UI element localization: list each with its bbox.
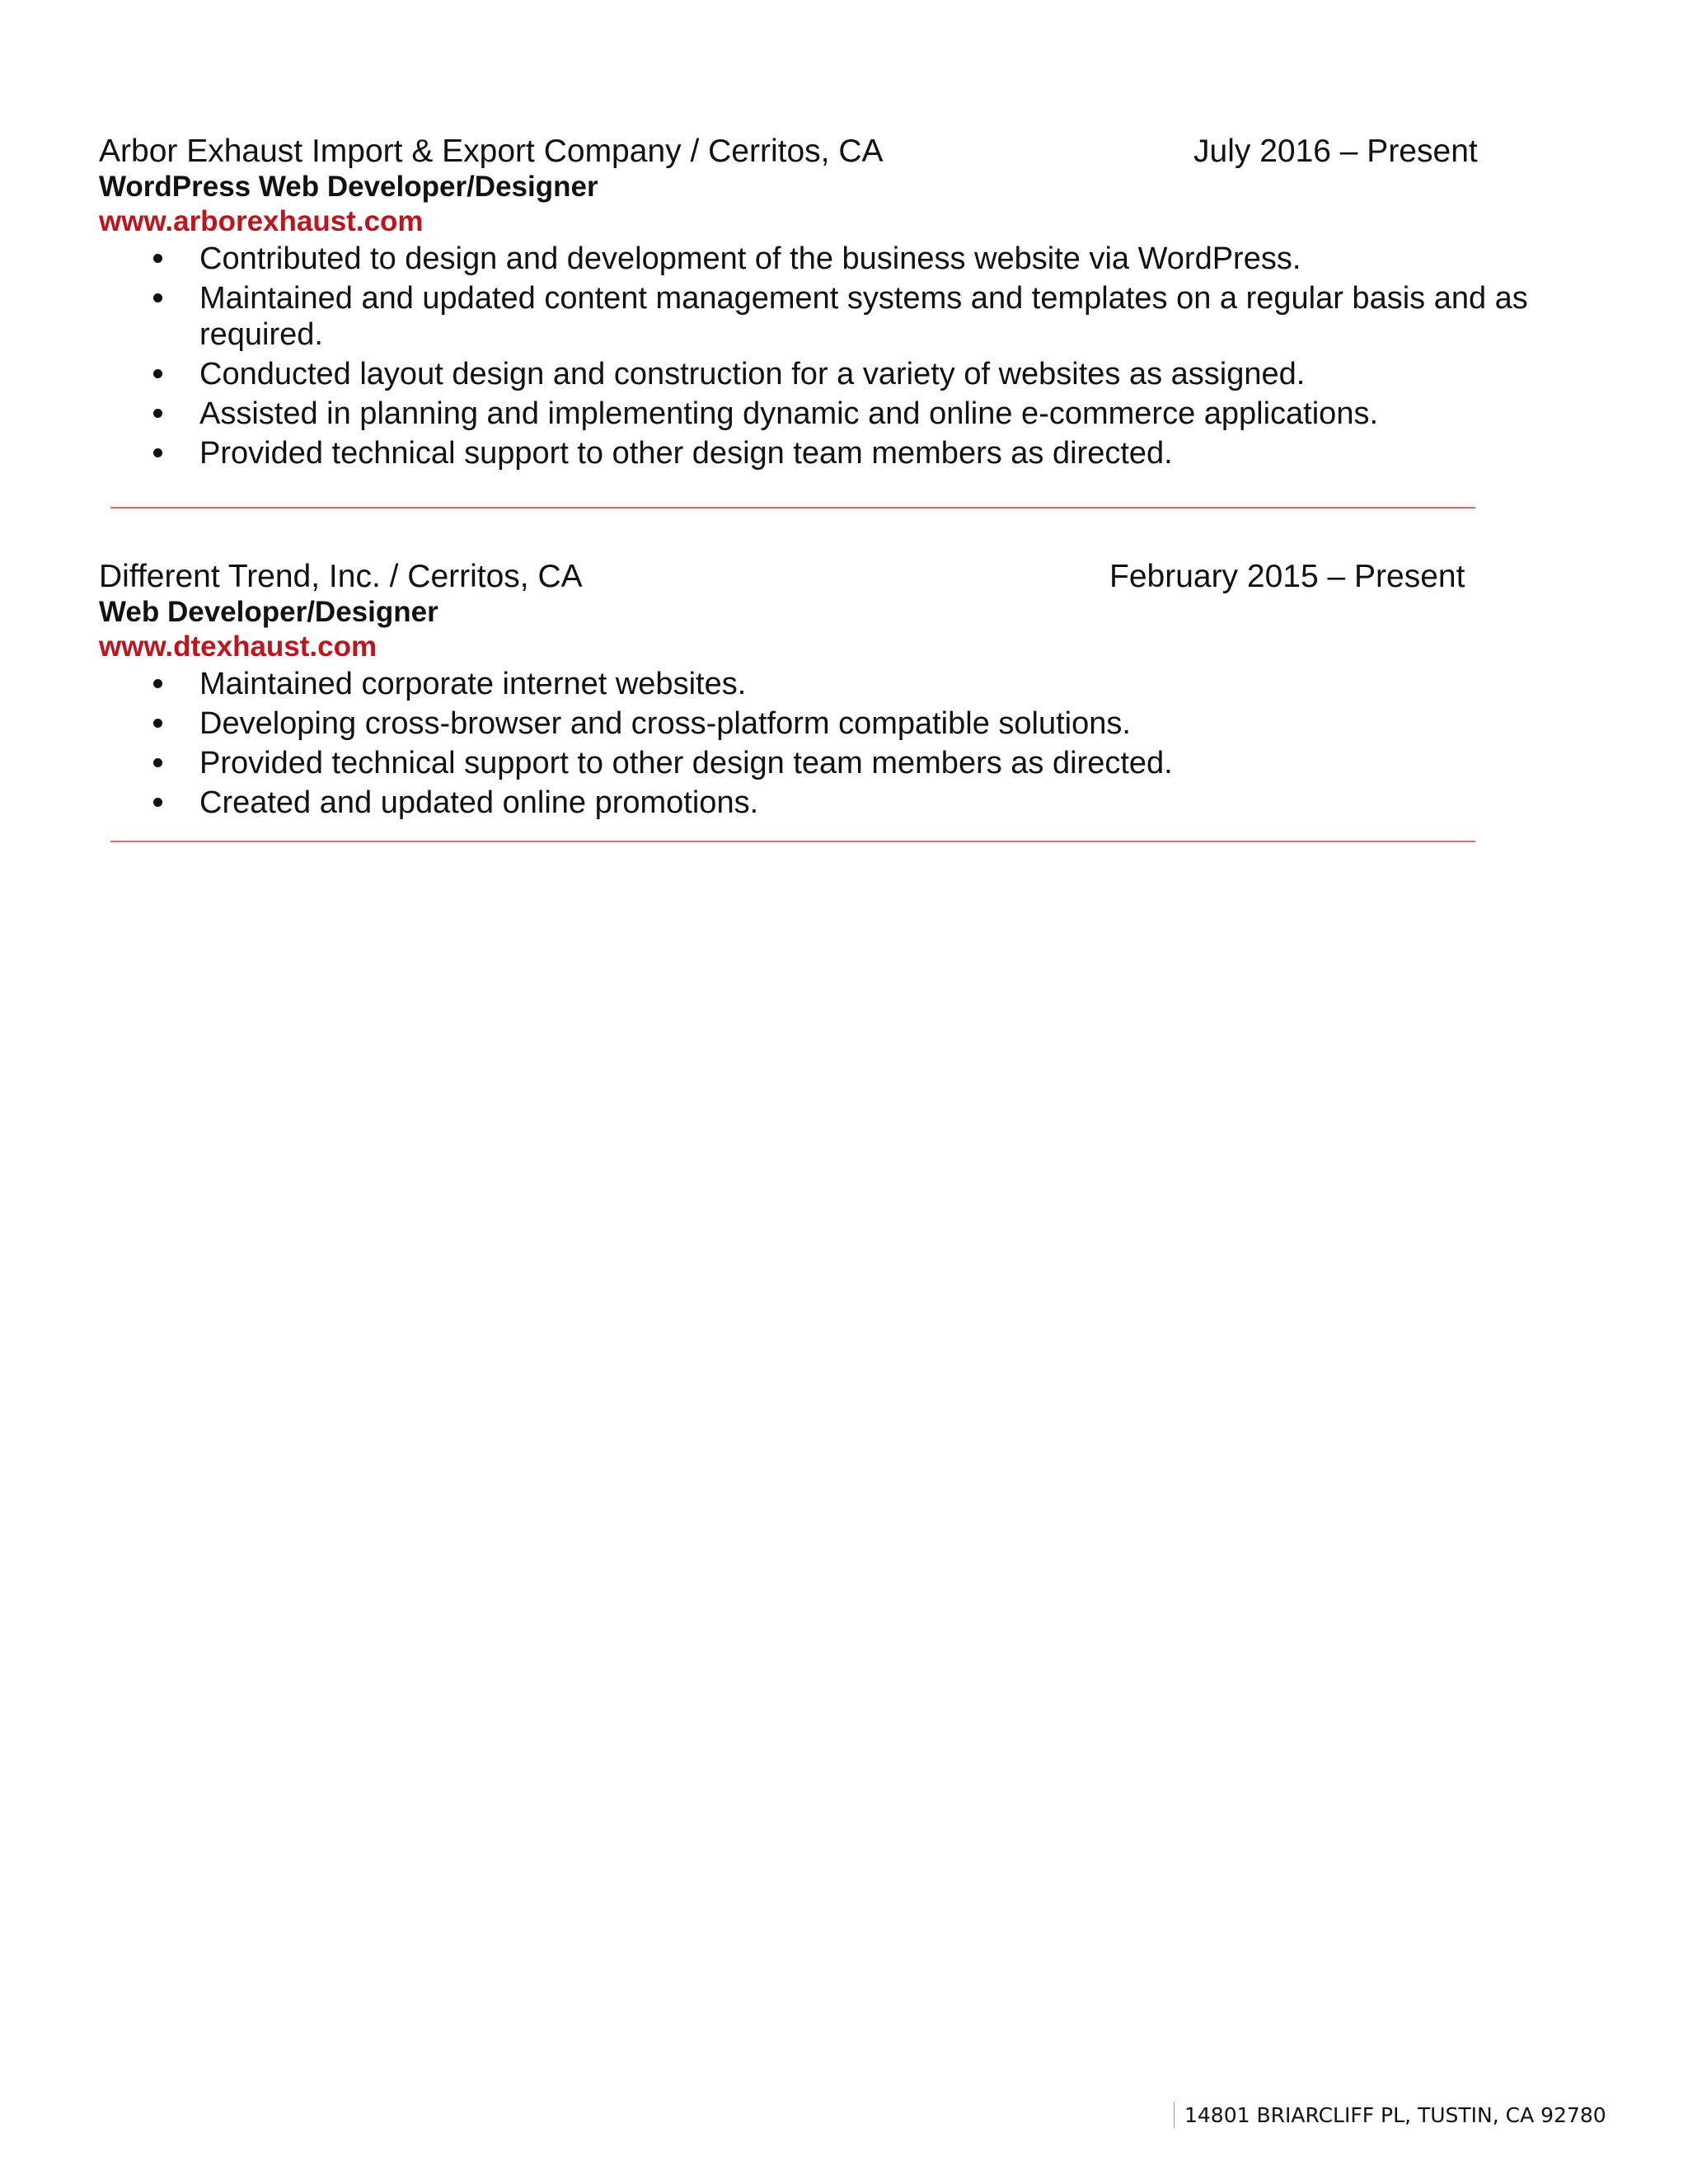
footer-separator [1174, 2102, 1175, 2128]
bullet-icon [153, 369, 162, 378]
list-item [99, 241, 1566, 277]
list-item [99, 435, 1566, 471]
bullet-icon [153, 293, 162, 302]
section-divider [110, 841, 1475, 842]
employment-dates: February 2015 – Present [1109, 559, 1465, 594]
responsibility-text: Provided technical support to other design team members as directed. [199, 746, 1173, 780]
responsibility-text: Assisted in planning and implementing dynamic and online e-commerce applications. [199, 396, 1379, 431]
company-website-link[interactable]: www.arborexhaust.com [99, 205, 424, 237]
footer-address: 14801 BRIARCLIFF PL, TUSTIN, CA 92780 [1184, 2102, 1606, 2127]
job-header [99, 559, 1566, 595]
list-item [99, 785, 1566, 821]
responsibilities-list [99, 666, 1566, 821]
list-item [99, 280, 1566, 353]
job-entry-different-trend [99, 559, 1566, 824]
responsibilities-list [99, 241, 1566, 471]
page-footer [1174, 2098, 1606, 2131]
list-item [99, 745, 1566, 781]
company-website-link[interactable]: www.dtexhaust.com [99, 630, 377, 663]
list-item [99, 396, 1566, 432]
company-location: Arbor Exhaust Import & Export Company / Cerritos, CA [99, 134, 884, 169]
responsibility-text: Maintained corporate internet websites. [199, 667, 747, 701]
responsibility-text: Conducted layout design and construction for a variety of websites as assigned. [199, 357, 1306, 391]
bullet-icon [153, 254, 162, 263]
list-item [99, 705, 1566, 742]
company-location: Different Trend, Inc. / Cerritos, CA [99, 559, 583, 594]
responsibility-text: Contributed to design and development of the business website via WordPress. [199, 241, 1301, 276]
job-header [99, 134, 1566, 170]
responsibility-text: Provided technical support to other design team members as directed. [199, 436, 1173, 471]
section-divider [110, 507, 1475, 509]
list-item [99, 666, 1566, 702]
bullet-icon [153, 758, 162, 767]
bullet-icon [153, 679, 162, 688]
bullet-icon [153, 798, 162, 807]
responsibility-text: Created and updated online promotions. [199, 785, 759, 820]
job-title: Web Developer/Designer [99, 596, 438, 628]
employment-dates: July 2016 – Present [1193, 134, 1478, 169]
responsibility-text: Developing cross-browser and cross-platform compatible solutions. [199, 706, 1131, 741]
bullet-icon [153, 448, 162, 457]
bullet-icon [153, 409, 162, 418]
job-entry-arbor-exhaust [99, 134, 1566, 475]
list-item [99, 356, 1566, 392]
job-title: WordPress Web Developer/Designer [99, 171, 598, 203]
responsibility-text: Maintained and updated content management systems and templates on a regular basis and as required. [199, 281, 1528, 352]
bullet-icon [153, 719, 162, 728]
